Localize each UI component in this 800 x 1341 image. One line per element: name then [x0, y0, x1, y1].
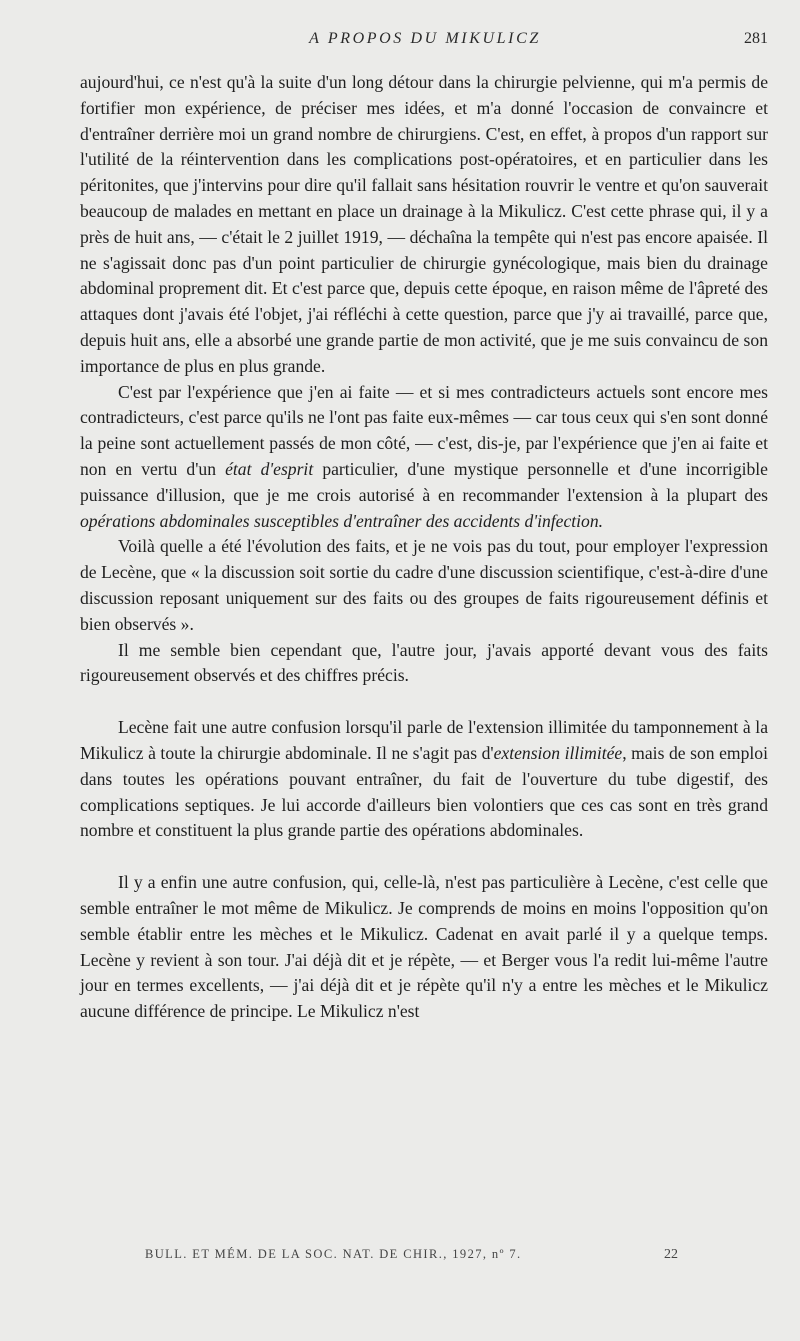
running-title: A PROPOS DU MIKULICZ [309, 30, 541, 47]
paragraph [80, 870, 768, 1025]
paragraph [80, 534, 768, 637]
paragraph [80, 638, 768, 690]
italic-text-run: extension illimitée [493, 742, 623, 763]
running-header [82, 30, 768, 54]
italic-text-run: état d'esprit [225, 458, 314, 479]
footer-citation: BULL. ET MÉM. DE LA SOC. NAT. DE CHIR., 1927, nº 7. [145, 1247, 522, 1261]
text-run: particulier, d'une mystique personnelle et d'une incorrigible puissance d'illusion, que je me crois autorisé à en recommander l'extension à la plupart des [80, 458, 768, 505]
italic-text-run: opérations abdominales susceptibles d'entraîner des accidents d'infection. [80, 510, 604, 531]
body-text [80, 70, 768, 1025]
paragraph [80, 70, 768, 380]
text-run: C'est par l'expérience que j'en ai faite — et si mes contradicteurs actuels sont encore mes contradicteurs, c'est parce qu'ils ne l'ont pas faite eux-mêmes — car tous ceux qui s'en sont donné la peine sont actuellement passés de mon côté, — c'est, dis-je, par l'expérience que j'en ai faite et non en vertu d'un [80, 381, 768, 479]
page-number: 281 [744, 30, 768, 47]
sheet-number: 22 [664, 1247, 678, 1262]
text-run: , mais de son emploi dans toutes les opérations pouvant entraîner, du fait de l'ouverture du tube digestif, des complications septiques. Je lui accorde d'ailleurs bien volontiers que ces cas sont en très grand nombre et constituent la plus grande partie des opérations abdominales. [80, 742, 768, 841]
text-run: Voilà quelle a été l'évolution des faits, et je ne vois pas du tout, pour employer l'expression de Lecène, que « la discussion soit sortie du cadre d'une discussion scientifique, c'est-à-dire d'une discussion reposant uniquement sur des faits ou des groupes de faits rigoureusement définis et bien observés ». [80, 536, 768, 634]
text-run: Il y a enfin une autre confusion, qui, celle-là, n'est pas particulière à Lecène, c'est celle que semble entraîner le mot même de Mikulicz. Je comprends de moins en moins l'opposition qu'on semble établir entre les mèches et le Mikulicz. Cadenat en avait parlé il y a quelque temps. Lecène y revient à son tour. J'ai déjà dit et je répète, — et Berger vous l'a redit lui-même l'autre jour en termes excellents, — j'ai déjà dit et je répète qu'il n'y a entre les mèches et le Mikulicz aucune différence de principe. Le Mikulicz n'est [80, 872, 768, 1022]
paragraph [80, 715, 768, 844]
text-run: Lecène fait une autre confusion lorsqu'il parle de l'extension illimitée du tamponnement à la Mikulicz à toute la chirurgie abdominale. Il ne s'agit pas d' [80, 717, 768, 763]
page-footer [80, 1247, 768, 1267]
text-run: aujourd'hui, ce n'est qu'à la suite d'un long détour dans la chirurgie pelvienne, qui m'a permis de fortifier mon expérience, de préciser mes idées, et m'a donné l'occasion de convaincre et d'entraîner derrière moi un grand nombre de chirurgiens. C'est, en effet, à propos d'un rapport sur l'utilité de la réintervention dans les complications post-opératoires, et en particulier dans les péritonites, que j'intervins pour dire qu'il fallait sans hésitation rouvrir le ventre et qu'on sauverait beaucoup de malades en mettant en place un drainage à la Mikulicz. C'est cette phrase qui, il y a près de huit ans, — c'était le 2 juillet 1919, — déchaîna la tempête qui n'est pas encore apaisée. Il ne s'agissait donc pas d'un point particulier de chirurgie gynécologique, mais bien du drainage abdominal proprement dit. Et c'est parce que, depuis cette époque, en raison même de l'âpreté des attaques dont j'avais été l'objet, j'ai réfléchi à cette question, parce que j'y ai travaillé, parce que, depuis huit ans, elle a absorbé une grande partie de mon activité, que je me suis convaincu de son importance de plus en plus grande. [80, 72, 768, 376]
text-run: Il me semble bien cependant que, l'autre jour, j'avais apporté devant vous des faits rigoureusement observés et des chiffres précis. [80, 639, 768, 686]
paragraph [80, 380, 768, 535]
